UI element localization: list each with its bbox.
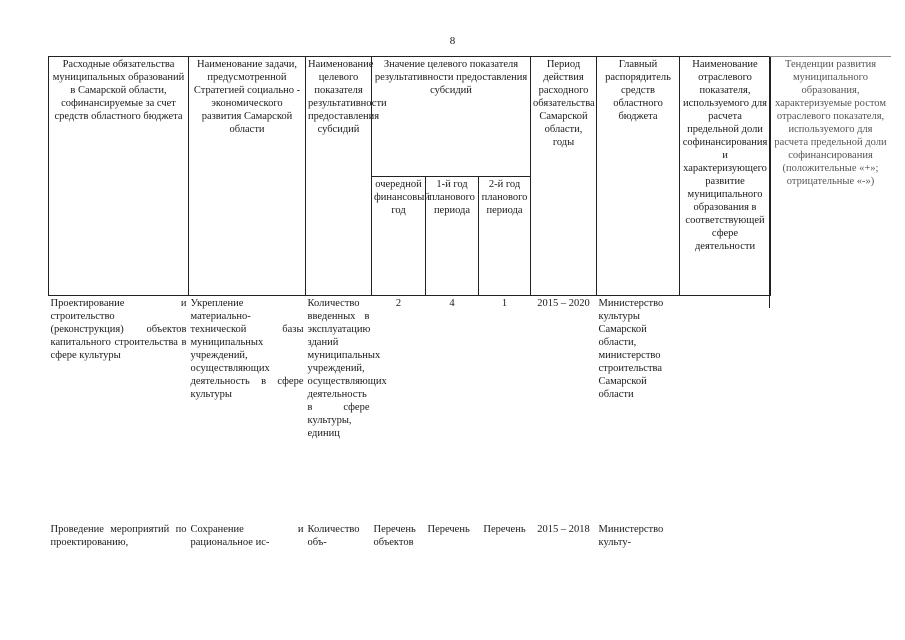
header-expense-obligations: Расходные обязательства муниципальных образований в Самарской области, софинансируемые за счет средств областного бюджета [49,57,189,296]
cell-obligation: Проектирование и строительство (реконструкция) объектов капитального строительства в сфере культуры [50,298,187,361]
cell-period: 2015 – 2020 [537,298,590,309]
cell-task: Сохранение и рациональное ис- [190,524,304,548]
cell-empty [680,296,771,523]
cell-period: 2015 – 2018 [537,524,590,535]
cell-value-plan1: Перечень [427,524,470,535]
subsidy-table [48,56,771,550]
header-indicator-values: Значение целевого показателя результативности предоставления субсидий [372,57,531,177]
header-sector-indicator: Наименование отраслевого показателя, используемого для расчета предельной доли софинансирования и характеризующего развитие муниципального образования в соответствующей сфере деятельности [680,57,771,296]
cell-task: Укрепление материально-технической базы муниципальных учреждений, осуществляющих деятельность в сфере культуры [190,298,304,400]
header-period: Период действия расходного обязательства Самарской области, годы [531,57,597,296]
cell-value-plan1: 4 [449,298,455,309]
cell-indicator: Количество введенных в эксплуатацию зданий муниципальных учреждений, осуществляющих деятельность в сфере культуры, единиц [307,298,387,439]
subheader-plan-year-2: 2-й год планового периода [479,176,531,296]
cell-value-plan2: 1 [501,298,508,309]
page-number: 8 [449,35,456,47]
header-chief-administrator: Главный распорядитель средств областного бюджета [597,57,680,296]
cell-value-current: 2 [395,298,402,309]
cell-value-current: Перечень объектов [373,524,416,548]
subheader-plan-year-1: 1-й год планового периода [426,176,479,296]
header-row [49,57,771,177]
cell-administrator: Министерство культу- [598,524,664,548]
header-task-name: Наименование задачи, предусмотренной Стратегией социально - экономического развития Самарской области [189,57,306,296]
cell-empty [680,522,771,550]
table-row [49,296,771,523]
cell-indicator: Количество объ- [307,524,360,548]
header-development-trend: Тенденции развития муниципального образования, характеризуемые ростом отраслевого показателя, используемого для расчета предельной доли софинансирования (положительные «+»; отрицательные «-») [769,56,891,308]
cell-obligation: Проведение мероприятий по проектированию, [50,524,187,548]
header-indicator-name: Наименование целевого показателя результативности предоставления субсидий [306,57,372,296]
subheader-current-year: очередной финансовый год [372,176,426,296]
cell-value-plan2: Перечень [483,524,526,535]
cell-administrator: Министерство культуры Самарской области, министерство строительства Самарской области [598,298,664,400]
table-row [49,522,771,550]
